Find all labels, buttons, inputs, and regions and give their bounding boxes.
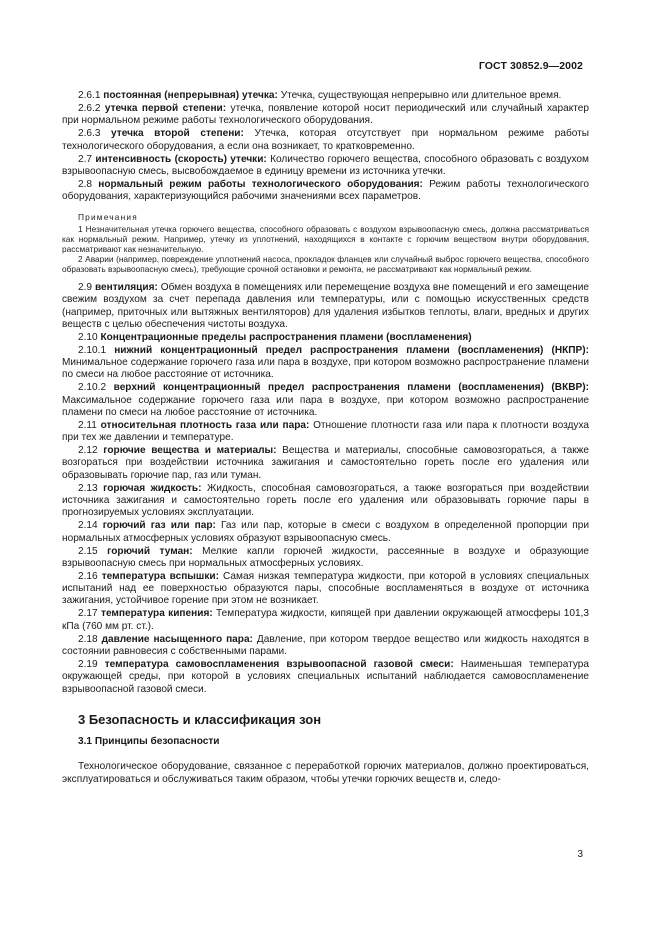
definition-number: 2.11 bbox=[78, 419, 97, 431]
standard-header: ГОСТ 30852.9—2002 bbox=[478, 60, 583, 72]
definitions-block-b bbox=[62, 282, 589, 696]
definition-paragraph bbox=[62, 634, 589, 659]
definition-number: 2.6.2 bbox=[78, 103, 101, 115]
definition-paragraph bbox=[62, 608, 589, 633]
definition-paragraph bbox=[62, 282, 589, 331]
note-item: 1 Незначительная утечка горючего вещества, способного образовать с воздухом взрывоопасную смесь, должна рассматриваться как нормальный режим. Например, утечку из уплотнений, находящихся в контакте с горючим веществом внутри оборудования, рассматривают как незначительную. bbox=[62, 223, 589, 254]
page-content bbox=[62, 90, 589, 787]
definition-number: 2.7 bbox=[78, 153, 93, 165]
definition-number: 2.6.3 bbox=[78, 128, 101, 140]
definition-paragraph bbox=[62, 420, 589, 445]
definition-term: горючая жидкость: bbox=[103, 482, 202, 494]
definition-text: Давление, при котором твердое вещество или жидкость находятся в состоянии равновесия с собственными парами. bbox=[62, 633, 590, 658]
definitions-block-a bbox=[62, 90, 589, 203]
subsection-heading: 3.1 Принципы безопасности bbox=[78, 736, 220, 748]
definition-number: 2.16 bbox=[78, 570, 98, 582]
note-item: 2 Аварии (например, повреждение уплотнений насоса, прокладок фланцев или случайный выброс горючего вещества, способного образовать взрывоопасную смесь), требующие срочной остановки и ремонта, не рассматривают как нормальный режим. bbox=[62, 253, 589, 274]
definition-number: 2.10 bbox=[78, 331, 98, 343]
definition-paragraph bbox=[62, 90, 589, 102]
definition-term: Концентрационные пределы распространения пламени (воспламенения) bbox=[100, 331, 472, 343]
definition-term: интенсивность (скорость) утечки: bbox=[95, 153, 267, 165]
definition-term: нижний концентрационный предел распространения пламени (воспламенения) (НКПР): bbox=[114, 344, 589, 356]
definition-paragraph bbox=[62, 179, 589, 204]
definition-paragraph bbox=[62, 128, 589, 153]
definition-paragraph bbox=[62, 520, 589, 545]
definition-number: 2.19 bbox=[78, 659, 98, 671]
notes-list bbox=[62, 224, 589, 274]
definition-text: Минимальное содержание горючего газа или пара в воздухе, при котором возможно распространение пламени по смеси на любое расстояние от источника. bbox=[62, 357, 589, 381]
definition-number: 2.10.1 bbox=[78, 344, 107, 356]
definition-number: 2.14 bbox=[78, 520, 98, 532]
definition-term: нормальный режим работы технологического оборудования: bbox=[98, 178, 423, 190]
definition-text: Обмен воздуха в помещениях или перемещение воздуха вне помещений и его замещение свежим воздухом за счет перепада давления или температуры, или с помощью искусственных средств (например, приточных или вытяжных вентиляторов) для удаления избытков теплоты, влаги, вредных и других веществ с целью обеспечения чистоты воздуха. bbox=[62, 282, 589, 330]
definition-text: Отношение плотности газа или пара к плотности воздуха при тех же давлении и температуре. bbox=[62, 419, 589, 444]
definition-paragraph bbox=[62, 154, 589, 179]
definition-term: давление насыщенного пара: bbox=[101, 633, 253, 645]
definition-term: температура вспышки: bbox=[101, 570, 219, 582]
definition-text: Самая низкая температура жидкости, при которой в условиях специальных испытаний над ее поверхностью образуются пары, способные воспламеняться в воздухе от источника зажигания, устойчивое горение при этом не возникает. bbox=[62, 570, 589, 607]
definition-paragraph bbox=[62, 345, 589, 382]
definition-paragraph bbox=[62, 659, 589, 696]
definition-term: верхний концентрационный предел распространения пламени (воспламенения) (ВКВР): bbox=[113, 382, 589, 394]
definition-paragraph bbox=[62, 332, 589, 344]
definition-term: постоянная (непрерывная) утечка: bbox=[103, 90, 278, 101]
definition-term: температура самовоспламенения взрывоопасной газовой смеси: bbox=[104, 659, 454, 671]
definition-term: горючий туман: bbox=[107, 545, 193, 557]
definition-text: Вещества и материалы, способные самовозгораться, а также возгораться при воздействии источника зажигания и самостоятельно гореть после его удаления или образовывать горючие пар, газ или туман. bbox=[62, 445, 590, 481]
definition-number: 2.6.1 bbox=[78, 90, 101, 101]
definition-paragraph bbox=[62, 382, 589, 419]
definition-number: 2.12 bbox=[78, 445, 98, 457]
definition-text: Утечка, которая отсутствует при нормальном режиме работы технологического оборудования, а если она возникает, то кратковременно. bbox=[62, 128, 589, 152]
definition-text: Температура жидкости, кипящей при давлении окружающей атмосферы 101,3 кПа (760 мм рт. ст.). bbox=[62, 608, 589, 632]
definition-text: утечка, появление которой носит периодический или случайный характер при нормальном режиме работы технологического оборудования. bbox=[62, 103, 589, 127]
definition-number: 2.8 bbox=[78, 178, 93, 190]
definition-term: горючий газ или пар: bbox=[102, 520, 216, 532]
definition-number: 2.10.2 bbox=[78, 382, 107, 394]
definition-text: Жидкость, способная самовозгораться, а также возгораться при воздействии источника зажигания и самостоятельно гореть после его удаления или образовывать горючие пары в прогнозируемых условиях эксплуатации. bbox=[62, 482, 590, 519]
definition-text: Наименьшая температура окружающей среды, при которой в условиях специальных испытаний наблюдается самовоспламенение взрывоопасной газовой смеси. bbox=[62, 659, 590, 695]
definition-paragraph bbox=[62, 483, 589, 520]
definition-paragraph bbox=[62, 546, 589, 571]
notes-title: Примечания bbox=[78, 212, 138, 223]
definition-paragraph bbox=[62, 571, 589, 608]
definition-text: Мелкие капли горючей жидкости, рассеянные в воздухе и образующие взрывоопасную смесь при нормальных атмосферных условиях. bbox=[62, 545, 589, 569]
page-number: 3 bbox=[577, 849, 583, 860]
definition-number: 2.15 bbox=[78, 545, 98, 557]
definition-term: утечка второй степени: bbox=[111, 128, 244, 140]
section-paragraph: Технологическое оборудование, связанное с переработкой горючих материалов, должно проектироваться, эксплуатироваться и обслуживаться таким образом, чтобы утечки горючих веществ и, следо- bbox=[62, 761, 589, 785]
definition-number: 2.13 bbox=[78, 482, 98, 494]
definition-term: горючие вещества и материалы: bbox=[103, 445, 277, 457]
definition-text: Режим работы технологического оборудования, характеризующийся рабочими значениями всех параметров. bbox=[62, 178, 589, 203]
definition-text: Газ или пар, которые в смеси с воздухом в определенной пропорции при нормальных атмосферных условиях образуют взрывоопасную смесь. bbox=[62, 520, 589, 544]
definition-term: утечка первой степени: bbox=[104, 103, 227, 115]
definition-text: Максимальное содержание горючего газа или пара в воздухе, при котором возможно распространение пламени по смеси на любое расстояние от источника. bbox=[62, 394, 589, 418]
section-heading: 3 Безопасность и классификация зон bbox=[78, 711, 322, 727]
definition-number: 2.18 bbox=[78, 633, 98, 645]
definition-number: 2.17 bbox=[78, 608, 98, 620]
definition-term: относительная плотность газа или пара: bbox=[100, 419, 310, 431]
definition-text: Утечка, существующая непрерывно или длительное время. bbox=[277, 90, 562, 101]
definition-number: 2.9 bbox=[78, 282, 93, 293]
definition-paragraph bbox=[62, 445, 589, 482]
definition-text: Количество горючего вещества, способного образовать с воздухом взрывоопасную смесь, высвобождаемое в единицу времени из источника утечки. bbox=[62, 153, 589, 177]
definition-paragraph bbox=[62, 103, 589, 128]
notes-block bbox=[62, 212, 589, 274]
definition-term: температура кипения: bbox=[101, 608, 213, 620]
definition-term: вентиляция: bbox=[94, 282, 158, 293]
